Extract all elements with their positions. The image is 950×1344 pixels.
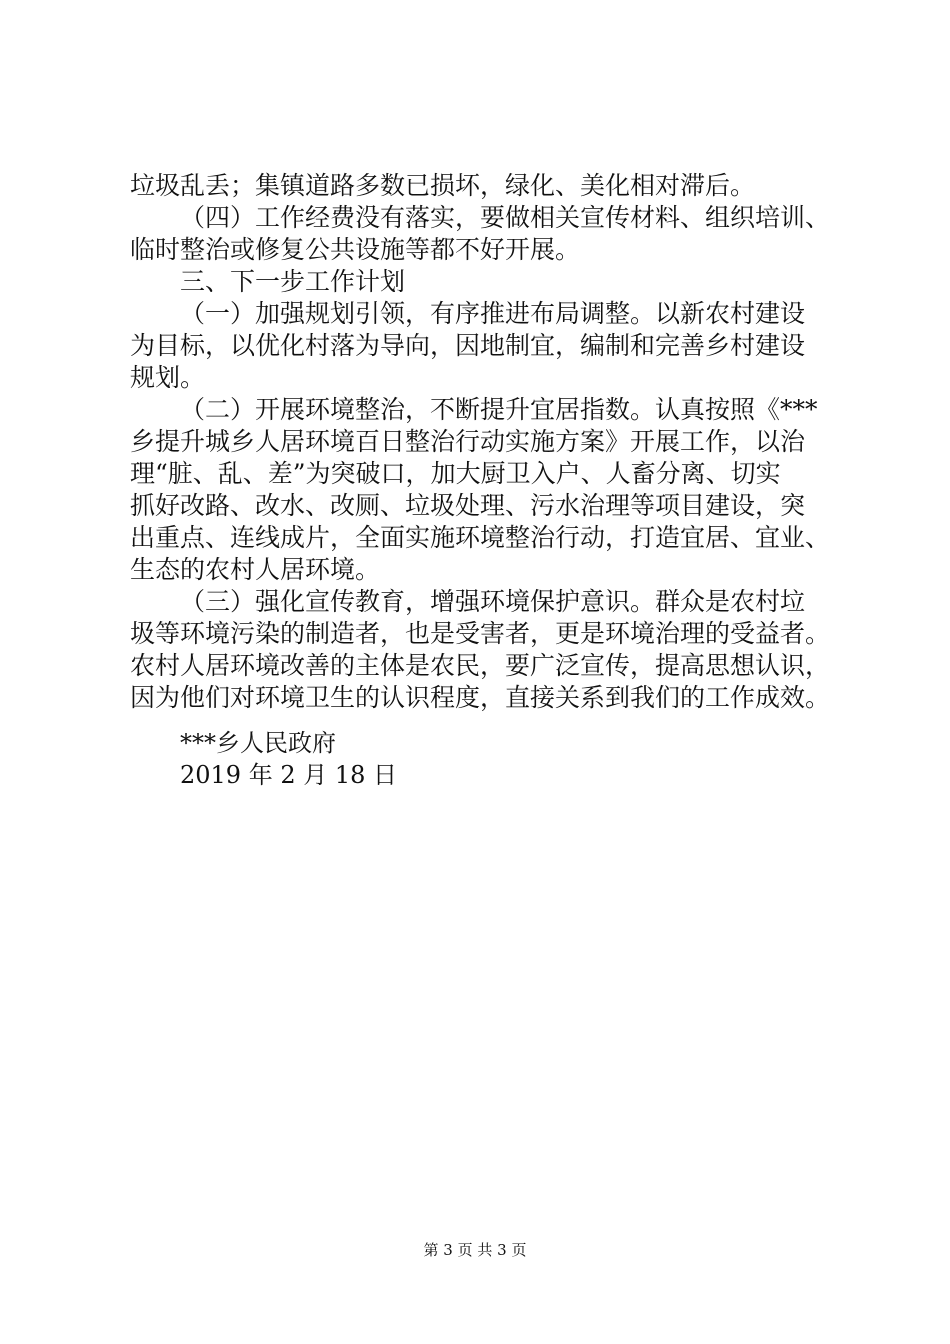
- body-line: （一）加强规划引领，有序推进布局调整。以新农村建设: [180, 299, 806, 328]
- body-line: 临时整治或修复公共设施等都不好开展。: [130, 235, 581, 264]
- body-line: 出重点、连线成片，全面实施环境整治行动，打造宜居、宜业、: [130, 523, 831, 552]
- body-line: （四）工作经费没有落实，要做相关宣传材料、组织培训、: [180, 203, 831, 232]
- body-line: 抓好改路、改水、改厕、垃圾处理、污水治理等项目建设，突: [130, 491, 806, 520]
- body-line: 乡提升城乡人居环境百日整治行动实施方案》开展工作，以治: [130, 427, 806, 456]
- body-line: 农村人居环境改善的主体是农民，要广泛宣传，提高思想认识，: [130, 651, 831, 680]
- body-line: 圾等环境污染的制造者，也是受害者，更是环境治理的受益者。: [130, 619, 831, 648]
- body-line: 因为他们对环境卫生的认识程度，直接关系到我们的工作成效。: [130, 683, 831, 712]
- body-line: （三）强化宣传教育，增强环境保护意识。群众是农村垃: [180, 587, 806, 616]
- page-footer: 第 3 页 共 3 页: [423, 1241, 527, 1259]
- body-line: 理“脏、乱、差”为突破口，加大厨卫入户、人畜分离、切实: [130, 459, 781, 488]
- body-line: 规划。: [130, 363, 206, 392]
- signature-date: 2019 年 2 月 18 日: [180, 761, 398, 789]
- body-line: 为目标，以优化村落为导向，因地制宜，编制和完善乡村建设: [130, 331, 806, 360]
- signature-organization: ***乡人民政府: [180, 729, 336, 757]
- body-line: （二）开展环境整治，不断提升宜居指数。认真按照《***: [180, 395, 818, 424]
- body-line: 生态的农村人居环境。: [130, 555, 381, 584]
- section-heading: 三、下一步工作计划: [180, 267, 406, 296]
- body-line: 垃圾乱丢；集镇道路多数已损坏，绿化、美化相对滞后。: [130, 171, 756, 200]
